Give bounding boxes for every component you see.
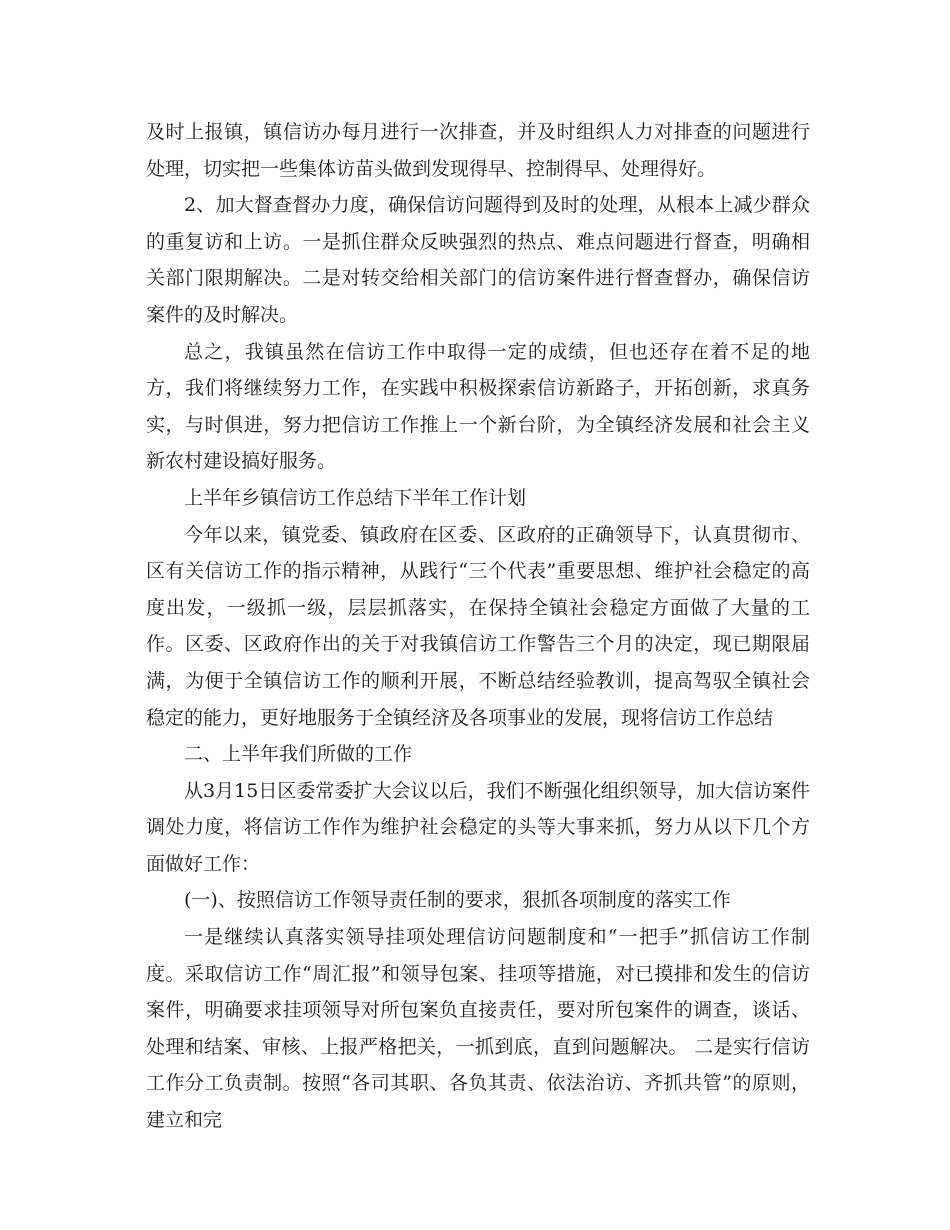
heading-section-two: 二、上半年我们所做的工作 <box>184 743 413 766</box>
paragraph-9: 一是继续认真落实领导挂项处理信访问题制度和“一把手”抓信访工作制度。采取信访工作“周汇报”和领导包案、挂项等措施，对已摸排和发生的信访案件，明确要求挂项领导对所包案负直接责任，要对所包案件的调查，谈话、处理和结案、审核、上报严格把关，一抓到底，直到问题解决。 二是实行信访工作分工负责制。按照“各司其职、各负其责、依法治访、齐抓共管”的原则，建立和完 <box>146 926 810 1132</box>
paragraph-3: 总之，我镇虽然在信访工作中取得一定的成绩，但也还存在着不足的地方，我们将继续努力工作，在实践中积极探索信访新路子，开拓创新，求真务实，与时俱进，努力把信访工作推上一个新台阶，为全镇经济发展和社会主义新农村建设搞好服务。 <box>146 340 810 473</box>
paragraph-1: 及时上报镇，镇信访办每月进行一次排查，并及时组织人力对排查的问题进行处理，切实把一些集体访苗头做到发现得早、控制得早、处理得好。 <box>146 121 810 180</box>
paragraph-2: 2、加大督查督办力度，确保信访问题得到及时的处理，从根本上减少群众的重复访和上访。一是抓住群众反映强烈的热点、难点问题进行督查，明确相关部门限期解决。二是对转交给相关部门的信访案件进行督查督办，确保信访案件的及时解决。 <box>146 194 810 326</box>
paragraph-7: 从3月15日区委常委扩大会议以后，我们不断强化组织领导，加大信访案件调处力度，将信访工作作为维护社会稳定的头等大事来抓，努力从以下几个方面做好工作： <box>146 779 810 875</box>
document-body <box>146 114 810 1139</box>
paragraph-5: 今年以来，镇党委、镇政府在区委、区政府的正确领导下，认真贯彻市、区有关信访工作的指示精神，从践行“三个代表”重要思想、维护社会稳定的高度出发，一级抓一级，层层抓落实，在保持全镇社会稳定方面做了大量的工作。区委、区政府作出的关于对我镇信访工作警告三个月的决定，现已期限届满，为便于全镇信访工作的顺利开展，不断总结经验教训，提高驾驭全镇社会稳定的能力，更好地服务于全镇经济及各项事业的发展，现将信访工作总结 <box>146 523 810 729</box>
subheading-one: (一)、按照信访工作领导责任制的要求，狠抓各项制度的落实工作 <box>184 889 731 912</box>
section-title: 上半年乡镇信访工作总结下半年工作计划 <box>184 486 527 509</box>
